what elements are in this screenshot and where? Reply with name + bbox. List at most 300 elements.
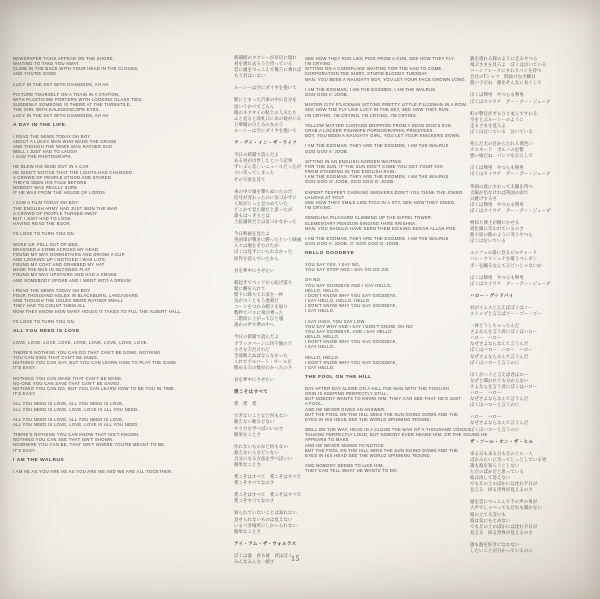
lyric-line: EXPERT TEXPERT CHOKING SMOKERS DON'T YOU THINK THE JOKER: [305, 189, 463, 195]
stanza: [470, 452, 554, 495]
lyric-line: 死んだ犬の目からたれる黄色い: [470, 142, 533, 148]
lyric-line: 君を連れ去ろうと待っている: [234, 62, 293, 68]
stanza: [234, 445, 304, 469]
lyric-line: 一体どうしちゃったんだ: [470, 324, 520, 330]
lyric-line: I DON'T KNOW WHY YOU SAY GOODBYE,: [305, 339, 398, 345]
lyric-line: LUCY IN THE SKY WITH DIAMONDS, AH AH: [13, 81, 109, 87]
stanza: [305, 56, 469, 82]
lyric-line: IT'S EASY.: [13, 391, 37, 397]
lyric-line: YOU CAN SING THAT CAN'T BE SUNG.: [13, 355, 99, 361]
lyric-line: 豚小屋の豚のように笑うやつら: [470, 233, 533, 239]
lyric-line: 日焼けするさ: [470, 196, 497, 202]
stanza: [470, 93, 554, 105]
lyric-line: NOBODY WAS REALLY SURE: [13, 185, 78, 190]
lyric-line: BUT THE FOOL ON THE HILL SEES THE SUN GOING DOWN AND THE: [305, 447, 459, 453]
lyric-line: 上院議員だとは気づかなかった: [234, 220, 297, 226]
stanza: [13, 82, 227, 87]
lyrics-column-japanese-right: [470, 57, 554, 561]
stanza: [470, 142, 554, 160]
song-title: ハロー・グッドバイ: [470, 293, 514, 299]
lyric-line: NEWSPAPER TAXIS APPEAR ON THE SHORE,: [13, 56, 115, 61]
lyric-line: 町の警官がずらりと並んですわる: [470, 111, 538, 117]
lyric-line: カスタード ポルノの尼僧: [470, 148, 524, 154]
stanza: [305, 427, 488, 458]
stanza: [470, 276, 554, 288]
stanza: [234, 269, 304, 275]
lyric-line: 気がつくともう遅刻だ: [234, 299, 279, 304]
lyric-line: BOY, YOU BEEN A NAUGHTY GIRL, YOU LET YOUR KNICKERS DOWN.: [305, 133, 461, 139]
lyric-line: ずいぶん悲しいニュースだったが: [234, 165, 302, 171]
lyric-line: 人垣がじっと見つめていた: [234, 201, 288, 207]
stanza: [234, 378, 304, 384]
stanza: [13, 92, 227, 118]
lyric-line: DAY AFTER DAY ALONE ON A HILL THE MAN WITH THE FOOLISH: [305, 385, 450, 391]
lyric-line: ポーを蹴るなんてひどいじゃないか: [470, 263, 542, 269]
lyric-line: 原作を読んでいたから: [234, 256, 279, 262]
song-title: アイ・アム・ザ・ウォルラス: [234, 541, 297, 547]
lyric-line: ぼくは泣いている: [470, 239, 506, 245]
lyric-line: THEY HAD TO COUNT THEM ALL: [13, 303, 86, 309]
lyric-line: YOU SAY YES, I SAY NO,: [305, 262, 361, 268]
stanza: [234, 190, 304, 227]
song-title-block: [234, 141, 304, 147]
lyric-line: ふと見ると改札口にあの娘がいる: [234, 116, 302, 122]
lyric-line: GOO GOO G' JOOB, GOO GOO G' JOOB.: [305, 179, 395, 185]
lyric-line: 人々は顔をそむけたが: [234, 244, 279, 250]
stanza: [13, 319, 227, 324]
lyric-line: OH NO: [305, 277, 321, 283]
lyric-line: ALL YOU NEED IS LOVE, ALL YOU NEED IS LOVE,: [13, 401, 124, 407]
lyric-line: 愛こそはすべて 愛こそはすべて: [234, 493, 302, 499]
lyric-line: FROM STANDING IN THE ENGLISH RAIN.: [305, 169, 397, 175]
lyric-line: ぼくは卵男 やつらも卵男: [470, 275, 524, 281]
song-title: THE FOOL ON THE HILL: [305, 375, 372, 381]
lyric-line: 大声でしゃべってもだれも聞かない: [470, 506, 542, 512]
lyric-line: 見える 回る世界が見えるのさ: [470, 530, 533, 536]
lyric-line: MAN, YOU SHOULD HAVE SEEN THEM KICKING EDGAR ALLAN POE.: [305, 225, 458, 231]
lyric-line: 誰かの声で夢の中へ: [234, 323, 275, 329]
lyric-line: THERE'S NOTHING YOU CAN KNOW THAT ISN'T KNOWN.: [13, 432, 140, 438]
lyric-line: やり方を学べばいいのさ: [234, 426, 284, 432]
lyric-line: なぜさよならなんて言うんだ: [470, 354, 529, 360]
stanza: [305, 463, 469, 473]
lyric-line: GOO GOO A' JOOB, G' GOO GOO G' JOOB.: [305, 241, 401, 247]
song-title-block: [305, 251, 469, 256]
lyric-line: ABOUT A LUCKY MAN WHO MADE THE GRADE: [13, 138, 117, 144]
lyric-line: 彼は気にもとめない: [470, 518, 511, 524]
lyric-line: ある男が出世したという記事: [234, 159, 293, 165]
lyric-line: I'D LOVE TO TURN YOU ON.: [13, 318, 76, 324]
lyric-line: もう君はいない: [234, 74, 266, 80]
song-title-block: [470, 440, 554, 446]
lyric-line: でも丘の上のばかには沈む夕日が: [470, 524, 538, 530]
stanza: [305, 190, 469, 211]
stanza: [234, 86, 304, 92]
lyric-line: WOKE UP, FELL OUT OF BED,: [13, 241, 80, 247]
stanza: [13, 401, 227, 411]
lyric-line: AND HE NEVER GIVES AN ANSWER.: [305, 406, 386, 412]
lyric-line: ALL YOU NEED IS LOVE, LOVE, LOVE IS ALL YOU NEED.: [13, 406, 139, 412]
lyric-line: 見える 回る世界が見えるのさ: [470, 488, 533, 494]
lyric-line: 銃を逃れる豚のように走るやつら: [470, 57, 538, 62]
stanza: [13, 231, 227, 236]
stanza: [234, 402, 304, 408]
lyric-line: AND HE NEVER SEEMS TO NOTICE.: [305, 442, 386, 448]
lyric-line: 作れないものなど何もない: [234, 444, 288, 450]
lyric-line: YOU SAY GOODBYE, AND I SAY HELLO.: [305, 328, 394, 334]
lyric-line: I READ THE NEWS TODAY OH BOY: [13, 133, 91, 139]
lyric-line: ぼくは見ずにいられなかった: [234, 250, 293, 256]
lyric-line: ぼくはハロー ハロー ハロー: [470, 348, 533, 354]
stanza: [13, 288, 227, 314]
stanza: [305, 319, 469, 350]
lyric-line: さよならを言う君にぼくはハロー: [470, 330, 538, 336]
lyric-line: NOTHING YOU CAN DO, BUT YOU CAN LEARN HOW TO BE YOU IN TIME.: [13, 385, 176, 391]
lyric-line: 簡単なことさ: [234, 432, 261, 438]
stanza: [470, 306, 554, 318]
lyric-line: SEE HOW THEY SMILE LIKE PIGS IN A STY, SEE HOW THEY SNIED,: [305, 200, 456, 205]
stanza: [13, 242, 227, 283]
lyric-line: ぼくは卵男 やつらも卵男: [470, 202, 524, 208]
lyric-line: TALKING PERFECTLY LOUD, BUT NOBODY EVER HEARS HIM, OR THE SOUND HE: [305, 432, 488, 438]
stanza: [305, 159, 469, 185]
lyric-line: AND LOOKING UP I NOTICED I WAS LATE.: [13, 257, 107, 262]
song-title-block: [305, 375, 469, 380]
lyric-line: YOU SAY GOODBYE AND I SAY HELLO,: [305, 282, 392, 288]
lyric-line: 英国の庭にすわって太陽を待つ: [470, 184, 533, 190]
lyric-line: 彼の立てる音にも: [470, 512, 506, 518]
lyric-line: 愛 愛 愛: [234, 402, 257, 408]
lyric-line: APPEARS TO MAKE: [305, 437, 349, 443]
stanza: [470, 112, 554, 136]
stanza: [470, 500, 554, 537]
stanza: [234, 98, 304, 135]
song-title-block: [13, 123, 227, 128]
lyric-line: SITTING IN AN ENGLISH GARDEN WAITING: [305, 158, 402, 164]
stanza: [305, 87, 469, 97]
lyric-line: 誰も彼を好きになれない: [470, 542, 520, 548]
lyric-line: 救えない人などいない: [234, 450, 279, 456]
lyric-line: I DON'T KNOW WHY YOU SAY GOODBYE,: [305, 359, 398, 365]
lyric-line: GOO GOO A' JOOB.: [305, 148, 349, 154]
lyrics-column-english-left: [13, 56, 227, 479]
lyric-line: 飛ぶさまを見ろよ ぼくは泣いている: [470, 63, 547, 69]
lyric-line: 万華鏡のひとみの女の子: [234, 122, 284, 128]
lyric-line: 太陽が出なければ英国の雨で: [470, 190, 529, 196]
lyric-line: 小さな穴だけれど: [234, 347, 270, 353]
lyrics-column-japanese-left: [234, 56, 304, 572]
lyric-line: 彼は決して答えない: [470, 476, 511, 482]
stanza: [470, 415, 554, 433]
lyric-line: I READ THE NEWS TODAY OH BOY: [13, 287, 91, 293]
lyric-line: AND THOUGH THE HOLES WERE RATHER SMALL: [13, 298, 124, 304]
lyric-line: ALL YOU NEED IS LOVE, ALL YOU NEED IS LOVE,: [13, 416, 124, 422]
lyric-line: 簡単なことさ: [234, 462, 261, 468]
lyric-line: HELLO, HELLO.: [305, 334, 340, 340]
lyric-line: I DON'T KNOW WHY YOU SAY GOODBYE,: [305, 303, 398, 309]
lyric-line: I SAY HIGH, YOU SAY LOW,: [305, 318, 366, 324]
lyric-line: その写真を見て: [234, 177, 266, 183]
lyric-line: LAUGHS AT YOU?: [305, 194, 345, 200]
stanza: [305, 386, 469, 422]
lyric-line: みんなみんな一緒さ: [234, 560, 275, 565]
lyric-line: 鏡のネクタイの粘土の人夫たち: [234, 110, 297, 116]
lyric-line: ぼくはセイウチ グー・グー・ジューブ: [470, 99, 551, 105]
stanza: [13, 56, 227, 77]
song-title-block: [470, 294, 554, 300]
lyric-line: I AM THE EGGMAN, THEY ARE THE EGGMEN, I AM THE WALRUS: [305, 174, 449, 180]
song-title: ALL YOU NEED IS LOVE: [13, 329, 80, 334]
lyric-line: これでアルバート・ホールを: [234, 359, 292, 365]
lyric-line: 新聞紙のタクシーが岸辺に現れ: [234, 56, 297, 61]
lyric-line: 来る日も来る日も丘の上に一人: [470, 451, 533, 457]
lyric-line: I SAW A FILM TODAY OH BOY: [13, 200, 79, 206]
lyric-line: 駅にとまった汽車の中の自分を: [234, 98, 297, 104]
stanza: [13, 134, 227, 160]
lyric-line: WELL I JUST HAD TO LAUGH: [13, 148, 78, 154]
lyric-line: 簡単なことさ: [234, 529, 261, 535]
song-title-block: [13, 329, 227, 334]
stanza: [305, 355, 469, 370]
lyric-line: 会社のTシャツ 間抜けな火曜日: [470, 75, 536, 81]
lyric-line: CLIMB IN THE BACK WITH YOUR HEAD IN THE CLOUDS,: [13, 66, 139, 72]
lyric-line: ぼくはセイウチ グー・グー・ジューブ: [470, 281, 551, 287]
lyric-line: BUT THE FOOL ON THE HILL SEES THE SUN GOING DOWN AND THE: [305, 411, 459, 417]
lyric-line: ぼくはハローと言うのに: [470, 427, 520, 433]
lyric-line: MADE THE BUS IN SECONDS FLAT: [13, 267, 91, 273]
lyric-line: WITH PLASTICINE PORTERS WITH LOOKING GLASS TIES,: [13, 97, 143, 103]
lyric-line: HELLO, HELLO.: [305, 354, 340, 360]
lyric-line: できないことなど何もない: [234, 414, 288, 420]
lyric-line: 愛こそすべてなのさ: [234, 499, 275, 505]
lyric-line: 二階席に上がってひと服: [234, 317, 284, 323]
lyric-line: ルーシーは空にダイヤを抱いて: [234, 128, 297, 134]
lyric-line: NOTHING YOU CAN SAY, BUT YOU CAN LEARN HOW TO PLAY THE GAME.: [13, 360, 178, 366]
song-title-block: [234, 542, 304, 548]
lyric-line: HAVING READ THE BOOK.: [13, 221, 72, 227]
lyric-line: YOU SAY WHY AND I SAY I DON'T KNOW, OH NO: [305, 323, 413, 329]
stanza: [305, 143, 469, 153]
lyric-line: GOO GOO A' JOOB.: [305, 92, 349, 98]
lyric-line: SEE HOW THE FLY LIKE LUCY IN THE SKY, SEE HOW THEY RUN.: [305, 107, 451, 113]
stanza: [234, 335, 304, 372]
lyric-line: 物知り博士が煙にむせる: [470, 220, 520, 226]
lyric-line: ただのばかだと思っている: [470, 469, 524, 475]
lyric-line: THERE'S NOTHING YOU CAN DO THAT CAN'T BE DONE. NOTHING: [13, 349, 161, 355]
lyric-line: ぼくはセイウチ グー・グー・ジューブ: [470, 172, 551, 178]
lyric-line: SEMOLINA PILCHARD CLIMBING UP THE EIFFEL TOWER: [305, 215, 432, 221]
lyric-line: YELLOW MATTER CUSTARD DRIPPING FROM A DEAD DOG'S EYE.: [305, 122, 453, 128]
lyric-line: BUT NOBODY WANTS TO KNOW HIM, THEY CAN SEE THAT HE'S JUST: [305, 396, 462, 402]
stanza: [13, 340, 227, 345]
stanza: [234, 153, 304, 183]
lyric-line: I AM THE EGGMAN, THEY ARE THE EGGMEN, I AM THE WALRUS: [305, 143, 449, 149]
lyric-line: EYES IN HIS HEAD SEE THE WORLD SPINNING 'ROUND.: [305, 452, 432, 458]
song-title-block: [234, 390, 304, 396]
lyric-line: I'M CRYING.: [305, 205, 333, 211]
song-title: I AM THE WALRUS: [13, 457, 65, 463]
lyric-line: A CROWD OF PEOPLE STOOD AND STARED: [13, 174, 112, 180]
lyric-line: I'M CRYING, I'M CRYING, I'M CRYING, I'M CRYING.: [305, 112, 418, 118]
lyric-line: FOUND MY WAY UPSTAIRS AND HAD A SMOKE: [13, 272, 118, 278]
song-title: 愛こそはすべて: [234, 390, 269, 396]
lyric-line: 愛こそはすべて 愛こそはすべて: [234, 475, 302, 481]
lyric-line: コートをつかみ帽子を取り: [234, 305, 288, 311]
lyric-line: でも丘の上のばかには沈む夕日が: [470, 482, 538, 488]
lyric-line: IT'S EASY.: [13, 365, 37, 371]
lyric-line: CRAB A LOCKER FISHWIFE PORNOGRAPHIC PRIESTESS.: [305, 128, 434, 133]
lyric-line: LUCY IN THE SKY WITH DIAMONDS, AH AH: [13, 112, 109, 118]
lyric-line: 数秒でバスに飛び乗った: [234, 311, 284, 317]
stanza: [305, 262, 469, 272]
lyric-line: ぼくはハローと言うのに: [470, 360, 520, 366]
lyric-line: 今日映画を見たよ: [234, 232, 270, 238]
lyric-line: A CROWD OF PEOPLE TURNED AWAY: [13, 210, 98, 216]
lyric-line: I AM THE EGGMAN, THEY ARE THE EGGMEN, I AM THE WALRUS: [305, 235, 449, 241]
lyric-line: FOR THE SUN. IF THE SUN DON'T COME YOU GET YOUR TAN: [305, 163, 443, 169]
lyric-line: つい笑ってしまった: [234, 171, 275, 177]
lyric-line: ぼくはハローと言うのに: [470, 403, 520, 409]
lyric-line: NO-ONE YOU CAN SAVE THAT CAN'T BE SAVED.: [13, 380, 122, 386]
lyric-line: 英国軍が戦争に勝ったという映画: [234, 238, 302, 244]
lyric-line: A FOOL,: [305, 401, 324, 407]
lyric-line: 君がイエスと言えばぼくはノー: [470, 305, 533, 311]
stanza: [234, 281, 304, 330]
stanza: [470, 166, 554, 178]
lyric-line: ELEMENTARY PENGUIN SINGING HARE KRISHNA.: [305, 220, 417, 226]
lyric-line: I'D LOVE TO TURN YOU ON: [13, 231, 74, 237]
lyric-line: コーンフレークにすわりバンを待つ: [470, 69, 542, 75]
lyric-line: ぼくがハイと言えば君はロー: [470, 372, 529, 378]
lyric-line: 君を夢中にさせたい: [234, 378, 275, 384]
lyric-line: ブラックバーンに四千個の穴: [234, 341, 292, 347]
lyric-line: 今日の新聞で読んだよ: [234, 335, 279, 341]
lyric-line: 階下に降りてお茶を一杯: [234, 292, 284, 298]
lyric-line: 道化師に笑われているのさ: [470, 227, 524, 233]
lyric-line: NOWHERE YOU CAN BE, THAT ISN'T WHERE YOU'RE MEANT TO BE.: [13, 442, 166, 448]
stanza: [234, 414, 304, 438]
lyric-line: IT'S EASY.: [13, 447, 37, 453]
lyric-line: さよならを言う君にぼくはハロー: [470, 384, 538, 390]
lyric-line: 自分になる方法を学べばいい: [234, 456, 293, 462]
lyric-line: AND YOU'RE GONE: [13, 71, 57, 77]
lyric-line: WELL ON THE WAY, HEAD IN A CLOUD THE MAN OF A THOUSAND VOICES: [305, 427, 471, 433]
stanza: [305, 277, 469, 313]
lyric-line: BUT I JUST HAD TO LOOK: [13, 215, 71, 221]
lyric-line: ぼくは卵男 やつらも卵男: [470, 166, 524, 172]
lyric-line: NOW THEY KNOW HOW MANY HOLES IT TAKES TO FILL THE ALBERT HALL.: [13, 308, 182, 314]
stanza: [470, 324, 554, 367]
lyric-line: 歌えない歌などない: [234, 420, 275, 426]
lyric-line: THE GIRL WITH KALEIDOSCOPE EYES.: [13, 107, 101, 113]
stanza: [13, 164, 227, 195]
lyric-line: ハレ・クリシュナを歌うペンギン: [470, 257, 538, 263]
stanza: [470, 221, 554, 245]
lyric-line: ハロー ハロー: [470, 391, 502, 397]
song-title: ザ・フール・オン・ザ・ヒル: [470, 439, 534, 445]
lyric-line: ぼくは卵男 やつらも卵男: [470, 93, 524, 99]
lyric-line: 悪い娘だね パンツをおろして: [470, 154, 533, 160]
lyric-line: I SAY HELLO.: [305, 344, 335, 350]
lyric-line: AND SOMEBODY SPOKE AND I WENT INTO A DREAM: [13, 277, 131, 283]
lyric-line: CORPORATION TEE SHIRT, STUPID BLOODY TUESDAY.: [305, 71, 429, 77]
lyric-line: I AM HE AS YOU ARE HE AS YOU ARE ME AND WE ARE ALL TOGETHER.: [13, 468, 173, 474]
lyric-line: SITTING ON A CORNFLAKE WAITING FOR THE VAN TO COME.: [305, 66, 444, 72]
lyric-line: FOUND MY COAT AND GRABBED MY HAT: [13, 262, 105, 268]
lyric-line: IF HE WAS FROM THE HOUSE OF LORDS.: [13, 190, 107, 196]
song-title: HELLO GOODBYE: [305, 251, 355, 257]
lyric-line: ぼくは泣いている 泣いている: [470, 129, 533, 135]
song-title: A DAY IN THE LIFE.: [13, 122, 68, 128]
lyric-line: MAN, YOU BEEN A NAUGHTY BOY, YOU LET YOUR FACE GROWN LONG.: [305, 76, 467, 82]
lyric-line: ハロー ハロー: [470, 336, 502, 342]
lyric-line: なぜと聞かれても分からない: [470, 378, 529, 384]
lyric-line: I'M CRYING.: [305, 61, 333, 67]
lyric-line: WAITING TO TAKE YOU AWAY.: [13, 61, 80, 67]
lyric-line: PICTURE YOURSELF ON A TRAIN IN A STATION,: [13, 91, 120, 97]
lyric-line: 全部数えねばならなかった: [234, 353, 288, 359]
lyric-line: エッフェル塔に登るピルチャード: [470, 251, 537, 257]
lyric-line: 朝起きてベッドから転げ落ち: [234, 280, 293, 286]
stanza: [470, 251, 554, 269]
lyric-line: I DON'T KNOW WHY YOU SAY GOODBYE,: [305, 292, 398, 298]
lyric-line: NOTHING YOU CAN SEE THAT ISN'T SHOWN.: [13, 437, 114, 443]
lyric-line: DRAGGED A COMB ACROSS MY HEAD: [13, 246, 99, 252]
lyric-line: 愛こそすべてなのさ: [234, 481, 275, 487]
lyric-line: 悪い子だね 顔をそんなに長くして: [470, 81, 542, 87]
lyric-line: THE ENGLISH ARMY HAD JUST WON THE WAR: [13, 205, 118, 211]
lyric-line: 見せられないものは見えない: [234, 517, 293, 523]
stanza: [13, 200, 227, 226]
stanza: [305, 102, 469, 117]
lyric-line: 髪に櫛を入れて: [234, 286, 266, 292]
lyric-line: SEE HOW THEY RUN LIKE PIGS FROM A GUN, SEE HOW THEY FLY.: [305, 56, 456, 61]
stanza: [234, 511, 304, 535]
lyric-line: HE BLEW HIS MIND OUT IN A CAR: [13, 164, 89, 170]
stanza: [470, 373, 554, 410]
stanza: [13, 376, 227, 397]
lyric-line: 誰も彼を知ろうとしない: [470, 463, 520, 469]
stanza: [470, 185, 554, 215]
lyric-line: I SAY HELLO.: [305, 364, 335, 370]
stanza: [470, 57, 554, 87]
lyric-line: 空をとぶルーシーのように: [470, 117, 524, 123]
lyric-line: ハロー ハロー: [470, 415, 502, 421]
stanza: [234, 493, 304, 505]
lyric-line: ALL YOU NEED IS LOVE, LOVE, LOVE IS ALL YOU NEED.: [13, 421, 139, 427]
lyric-line: ストップと言えばゴー・ゴー・ゴー: [470, 312, 542, 317]
lyric-line: HE DIDN'T NOTICE THAT THE LIGHTS HAD CHANGED: [13, 169, 133, 175]
lyric-line: NOTHING YOU CAN MAKE THAT CAN'T BE MADE.: [13, 375, 123, 381]
lyric-line: YOU SAY STOP AND I SAY GO GO GO.: [305, 267, 391, 273]
lyric-line: AND NOBODY SEEMS TO LIKE HIM,: [305, 463, 385, 469]
lyric-line: したいことが分かっているのに: [470, 549, 533, 554]
lyric-line: なぜさよならなんて言うんだ: [470, 397, 529, 403]
lyric-line: 君を夢中にさせたい: [234, 268, 275, 274]
lyric-line: THEY CAN TELL WHAT HE WANTS TO DO.: [305, 468, 399, 474]
lyric-line: SUDDENLY SOMEONE IS THERE AT THE TURNSTILE,: [13, 102, 132, 108]
lyric-line: I SAY HELLO.: [305, 308, 335, 314]
stanza: [234, 56, 304, 80]
lyric-line: 頭を雲につっこんで千の声の男が: [470, 500, 538, 506]
stanza: [13, 432, 227, 453]
lyric-line: I SAY HELLO, HELLO, HELLO.: [305, 298, 371, 304]
lyric-line: 誰もはっきりとは: [234, 213, 270, 219]
lyric-line: 走るさまを見ろよ: [470, 123, 506, 129]
lyric-line: 車の中で頭を撃ちぬいたのだ: [234, 189, 293, 195]
stanza: [305, 236, 469, 246]
stanza: [234, 475, 304, 487]
